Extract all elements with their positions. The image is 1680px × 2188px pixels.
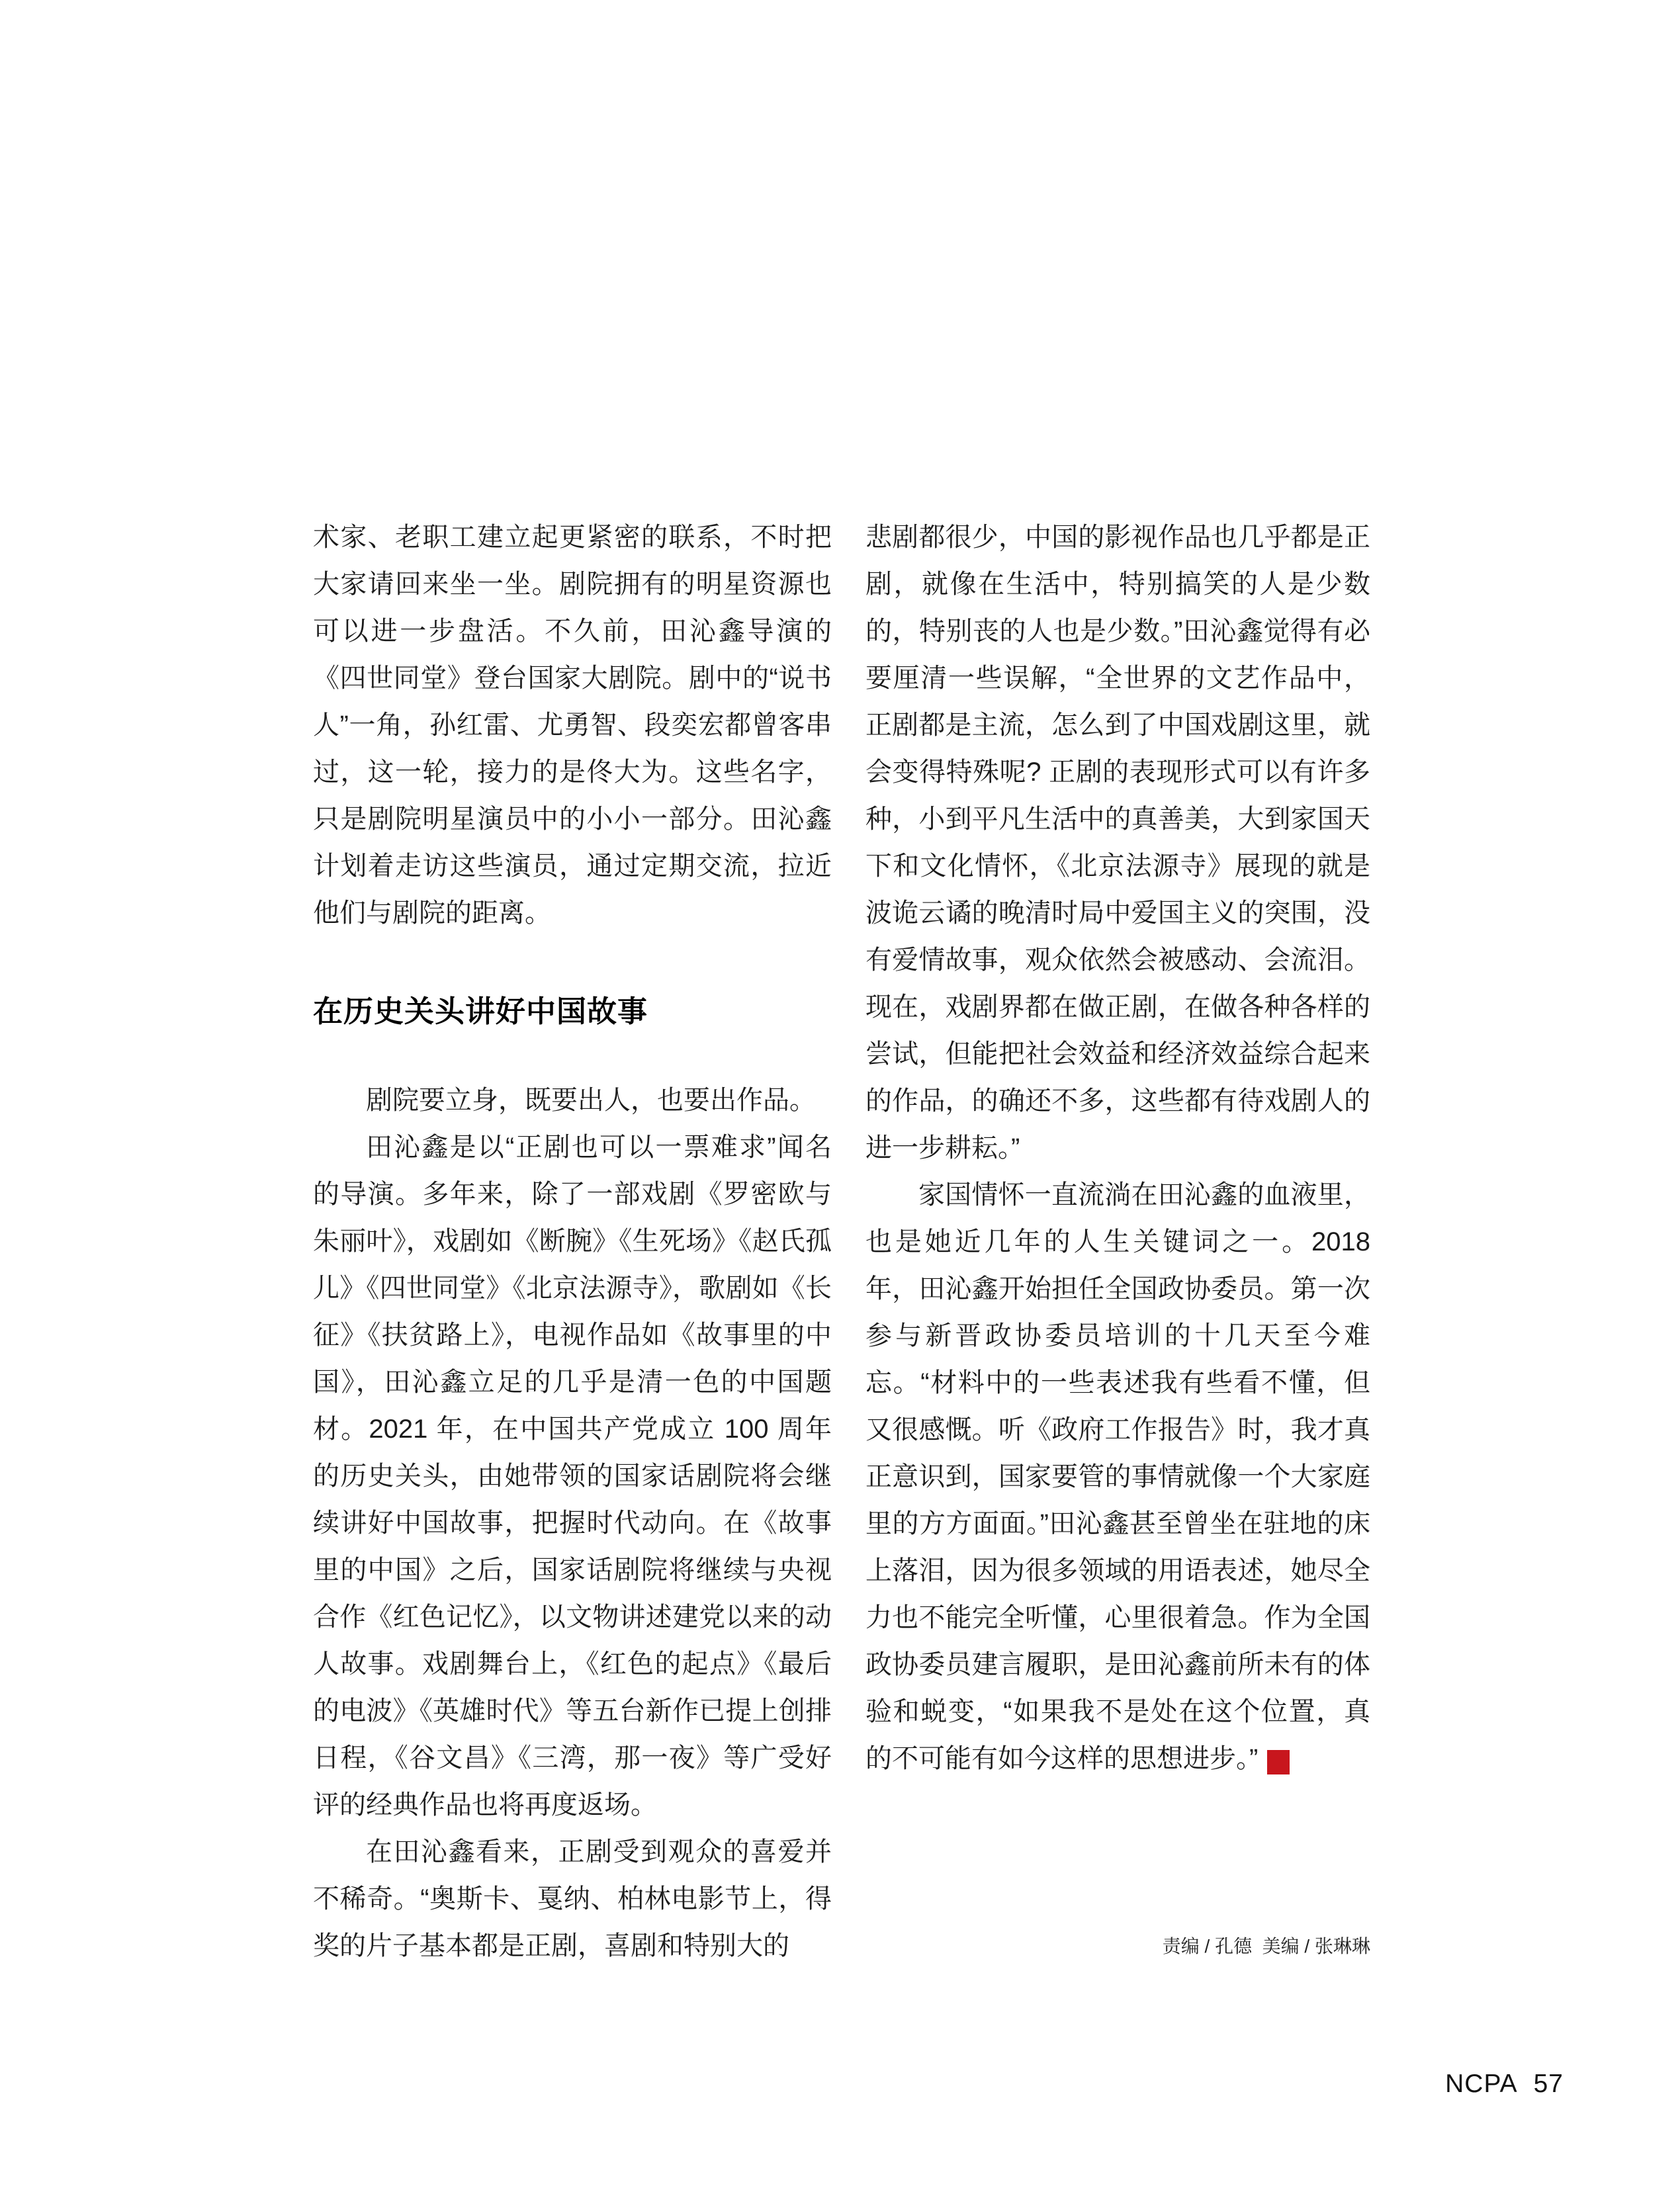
ncpa-end-mark xyxy=(1267,1750,1335,1774)
page-number-brand: NCPA xyxy=(1445,2070,1518,2098)
ncpa-end-mark-line1: NC xyxy=(1320,1751,1335,1762)
body-paragraph: 家国情怀一直流淌在田沁鑫的血液里，也是她近几年的人生关键词之一。2018 年，田沁鑫开始担任全国政协委员。第一次参与新晋政协委员培训的十几天至今难忘。“材料中的一些表述我有些看不懂，但又很感慨。听《政府工作报告》时，我才真正意识到，国家要管的事情就像一个大家庭里的方方面面。”田沁鑫甚至曾坐在驻地的床上落泪，因为很多领域的用语表述，她尽全力也不能完全听懂，心里很着急。作为全国政协委员建言履职，是田沁鑫前所未有的体验和蜕变，“如果我不是处在这个位置，真的不可能有如今这样的思想进步。” $\frac{NC}{PA}$ xyxy=(865,1180,1370,1773)
editor-credit: 责编 / 孔德 美编 / 张琳琳 xyxy=(1162,1936,1370,1956)
section-heading: 在历史关头讲好中国故事 xyxy=(313,994,648,1028)
body-paragraph: 剧院要立身，既要出人，也要出作品。 xyxy=(366,1086,816,1115)
body-paragraph: 在田沁鑫看来，正剧受到观众的喜爱并不稀奇。“奥斯卡、戛纳、柏林电影节上，得奖的片子基本都是正剧，喜剧和特别大的 xyxy=(313,1837,832,1960)
body-paragraph: 田沁鑫是以“正剧也可以一票难求”闻名的导演。多年来，除了一部戏剧《罗密欧与朱丽叶》，戏剧如《断腕》《生死场》《赵氏孤儿》《四世同堂》《北京法源寺》，歌剧如《长征》《扶贫路上》，电视作品如《故事里的中国》，田沁鑫立足的几乎是清一色的中国题材。2021 年，在中国共产党成立 100 周年的历史关头，由她带领的国家话剧院将会继续讲好中国故事，把握时代动向。在《故事里的中国》之后，国家话剧院将继续与央视合作《红色记忆》，以文物讲述建党以来的动人故事。戏剧舞台上，《红色的起点》《最后的电波》《英雄时代》等五台新作已提上创排日程，《谷文昌》《三湾，那一夜》等广受好评的经典作品也将再度返场。 xyxy=(313,1133,832,1819)
body-paragraph: 悲剧都很少，中国的影视作品也几乎都是正剧，就像在生活中，特别搞笑的人是少数的，特别丧的人也是少数。”田沁鑫觉得有必要厘清一些误解，“全世界的文艺作品中，正剧都是主流，怎么到了中国戏剧这里，就会变得特殊呢? 正剧的表现形式可以有许多种，小到平凡生活中的真善美，大到家国天下和文化情怀，《北京法源寺》展现的就是波诡云谲的晚清时局中爱国主义的突围，没有爱情故事，观众依然会被感动、会流泪。现在，戏剧界都在做正剧，在做各种各样的尝试，但能把社会效益和经济效益综合起来的作品，的确还不多，这些都有待戏剧人的进一步耕耘。” xyxy=(865,523,1370,1162)
right-column-body-paragraphs xyxy=(865,514,1370,1782)
ncpa-end-mark-line2: PA xyxy=(1320,1761,1334,1772)
body-paragraph: 术家、老职工建立起更紧密的联系，不时把大家请回来坐一坐。剧院拥有的明星资源也可以进一步盘活。不久前，田沁鑫导演的《四世同堂》登台国家大剧院。剧中的“说书人”一角，孙红雷、尤勇智、段奕宏都曾客串过，这一轮，接力的是佟大为。这些名字，只是剧院明星演员中的小小一部分。田沁鑫计划着走访这些演员，通过定期交流，拉近他们与剧院的距离。 xyxy=(313,523,832,928)
left-column xyxy=(313,514,832,1970)
right-column xyxy=(865,514,1370,1782)
page-number-value: 57 xyxy=(1533,2070,1564,2098)
left-column-body-paragraphs xyxy=(313,1077,832,1970)
left-column-intro-paragraphs xyxy=(313,514,832,937)
page-number xyxy=(1445,2070,1564,2098)
